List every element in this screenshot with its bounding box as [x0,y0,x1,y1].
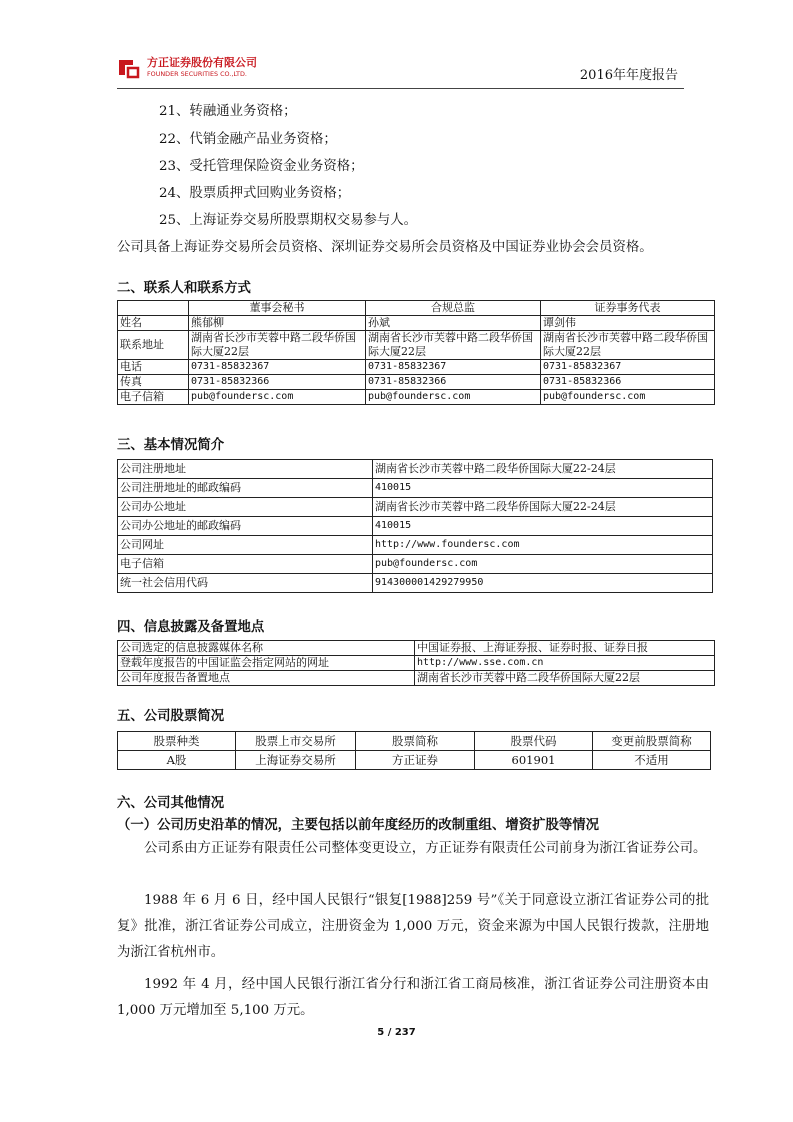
list-item: 24、股票质押式回购业务资格； [159,186,351,201]
table-cell: 601901 [475,751,593,770]
company-name-en: FOUNDER SECURITIES CO.,LTD. [147,70,247,78]
table-cell: 孙斌 [366,316,541,331]
row-label: 姓名 [118,316,189,331]
table-cell: 0731-85832367 [189,360,366,375]
row-label: 公司注册地址 [118,460,373,479]
row-label: 联系地址 [118,331,189,360]
table-cell: 0731-85832367 [541,360,715,375]
row-label: 公司年度报告备置地点 [118,671,415,686]
table-row [118,460,713,479]
table-cell: 湖南省长沙市芙蓉中路二段华侨国际大厦22-24层 [373,498,713,517]
list-item: 21、转融通业务资格； [159,104,297,119]
table-header-cell: 股票代码 [475,732,593,751]
table-row [118,331,715,360]
history-paragraph: 1988 年 6 月 6 日，经中国人民银行“银复[1988]259 号”《关于同意设立浙江省证券公司的批复》批准，浙江省证券公司成立，注册资金为 1,000 万元，资金来源为中国人民银行拨款，注册地为浙江省杭州市。 [117,893,709,960]
table-header-cell: 证券事务代表 [541,301,715,316]
founder-logo-icon [117,56,140,79]
row-label: 电话 [118,360,189,375]
report-title: 2016年年度报告 [579,68,678,83]
table-header-cell: 变更前股票简称 [593,732,711,751]
table-header-row [118,732,711,751]
table-row [118,555,713,574]
disclosure-table [117,640,715,686]
row-label: 公司注册地址的邮政编码 [118,479,373,498]
page-number: 5 / 237 [377,1027,416,1038]
table-header-cell: 合规总监 [366,301,541,316]
table-row [118,360,715,375]
table-header-cell: 股票简称 [356,732,475,751]
table-cell: 湖南省长沙市芙蓉中路二段华侨国际大厦22-24层 [373,460,713,479]
table-row [118,641,715,656]
table-cell: 谭剑伟 [541,316,715,331]
table-cell: 上海证券交易所 [236,751,356,770]
table-header-cell: 股票上市交易所 [236,732,356,751]
table-row [118,479,713,498]
table-cell: 410015 [373,517,713,536]
table-header-row [118,301,715,316]
stock-table [117,731,711,770]
table-row [118,751,711,770]
table-cell: pub@foundersc.com [541,390,715,405]
table-cell: pub@foundersc.com [189,390,366,405]
row-label: 传真 [118,375,189,390]
row-label: 公司选定的信息披露媒体名称 [118,641,415,656]
row-label: 电子信箱 [118,555,373,574]
subsection-heading-history: （一）公司历史沿革的情况，主要包括以前年度经历的改制重组、增资扩股等情况 [117,818,600,833]
table-cell: http://www.foundersc.com [373,536,713,555]
table-cell: 0731-85832366 [366,375,541,390]
table-cell: A股 [118,751,236,770]
table-cell: pub@foundersc.com [366,390,541,405]
section-heading-stock: 五、公司股票简况 [117,709,225,724]
row-label: 公司网址 [118,536,373,555]
row-label: 电子信箱 [118,390,189,405]
row-label: 公司办公地址的邮政编码 [118,517,373,536]
history-paragraph: 公司系由方正证券有限责任公司整体变更设立，方正证券有限责任公司前身为浙江省证券公司。 [144,841,707,856]
list-item: 25、上海证券交易所股票期权交易参与人。 [159,213,418,228]
list-item: 23、受托管理保险资金业务资格； [159,159,364,174]
table-cell: 湖南省长沙市芙蓉中路二段华侨国际大厦22层 [415,671,715,686]
company-name-cn: 方正证券股份有限公司 [147,56,257,69]
table-cell: 410015 [373,479,713,498]
table-cell: 湖南省长沙市芙蓉中路二段华侨国际大厦22层 [189,331,366,360]
contacts-table [117,300,715,405]
row-label: 公司办公地址 [118,498,373,517]
table-cell: pub@foundersc.com [373,555,713,574]
table-row [118,671,715,686]
table-cell: 0731-85832366 [541,375,715,390]
section-heading-basic-info: 三、基本情况简介 [117,438,225,453]
table-row [118,574,713,593]
table-cell: 0731-85832367 [366,360,541,375]
section-heading-other: 六、公司其他情况 [117,796,225,811]
section-heading-contacts: 二、联系人和联系方式 [117,281,251,296]
page-header [117,50,684,89]
table-header-cell [118,301,189,316]
section-heading-disclosure: 四、信息披露及备置地点 [117,620,265,635]
table-row [118,517,713,536]
table-row [118,656,715,671]
history-paragraph: 1992 年 4 月，经中国人民银行浙江省分行和浙江省工商局核准，浙江省证券公司注册资本由 1,000 万元增加至 5,100 万元。 [117,977,709,1018]
table-cell: 湖南省长沙市芙蓉中路二段华侨国际大厦22层 [366,331,541,360]
basic-info-table [117,459,713,593]
table-row [118,536,713,555]
table-row [118,316,715,331]
table-cell: 湖南省长沙市芙蓉中路二段华侨国际大厦22层 [541,331,715,360]
table-cell: http://www.sse.com.cn [415,656,715,671]
table-cell: 不适用 [593,751,711,770]
table-row [118,498,713,517]
table-row [118,375,715,390]
row-label: 登载年度报告的中国证监会指定网站的网址 [118,656,415,671]
table-cell: 熊郁柳 [189,316,366,331]
table-cell: 914300001429279950 [373,574,713,593]
membership-text: 公司具备上海证券交易所会员资格、深圳证券交易所会员资格及中国证券业协会会员资格。 [117,240,653,255]
table-header-cell: 董事会秘书 [189,301,366,316]
table-cell: 方正证券 [356,751,475,770]
list-item: 22、代销金融产品业务资格； [159,132,337,147]
table-cell: 0731-85832366 [189,375,366,390]
table-row [118,390,715,405]
table-cell: 中国证券报、上海证券报、证券时报、证券日报 [415,641,715,656]
table-header-cell: 股票种类 [118,732,236,751]
row-label: 统一社会信用代码 [118,574,373,593]
